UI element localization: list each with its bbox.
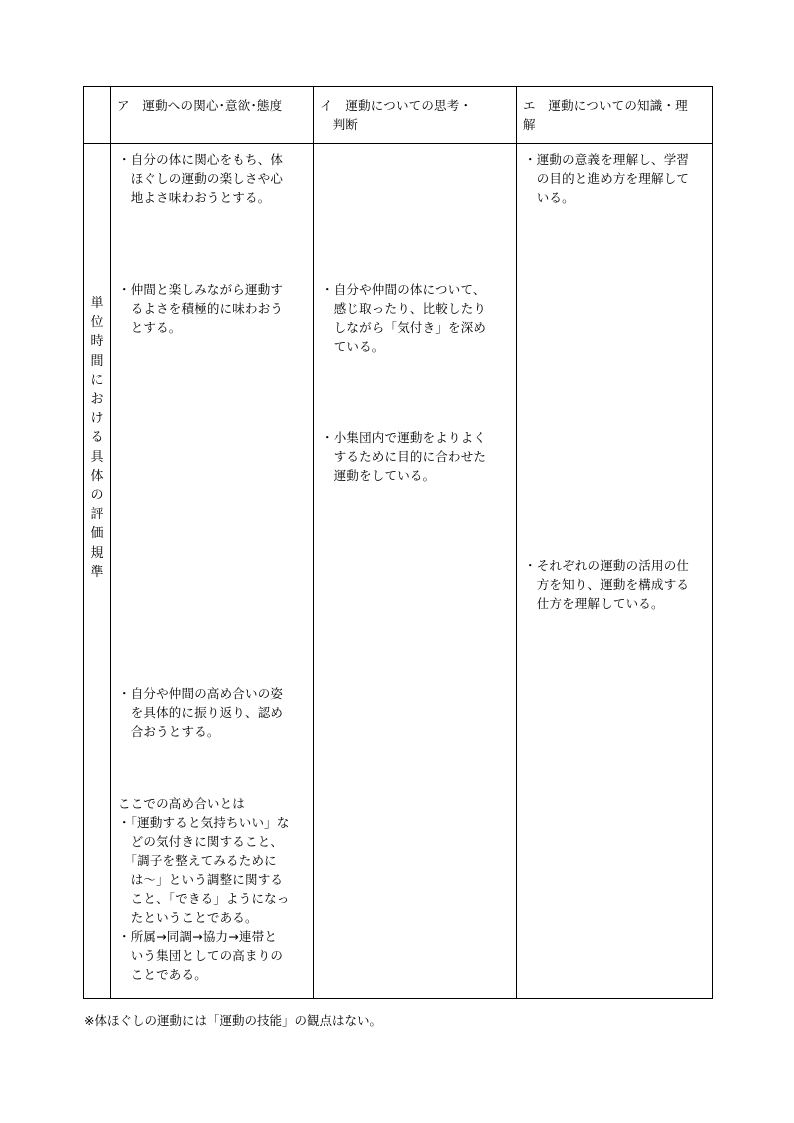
header-e: エ 運動についての知識・理 解: [523, 98, 688, 132]
header-i-cell: [314, 87, 517, 144]
row-label-char: 間: [90, 353, 104, 369]
col-a-item-2: ・仲間と楽しみながら運動す るよさを積極的に味わおう とする。: [118, 282, 284, 335]
row-label-char: お: [90, 392, 104, 408]
row-label-char: 位: [90, 315, 104, 331]
row-label-char: 単: [90, 296, 104, 311]
col-e-item-2: ・それぞれの運動の活用の仕 方を知り、運動を構成する 仕方を理解している。: [524, 558, 690, 611]
header-a-cell: [111, 87, 314, 144]
row-label-char: 準: [90, 564, 104, 580]
col-i-cell: [314, 144, 517, 999]
col-a-item-3: ・自分や仲間の高め合いの姿 を具体的に振り返り、認め 合おうとする。: [118, 686, 284, 739]
row-label-char: る: [90, 430, 104, 446]
footnote: ※体ほぐしの運動には「運動の技能」の観点はない。: [84, 1013, 382, 1028]
row-label-char: 評: [90, 507, 104, 523]
row-label: [84, 294, 110, 582]
row-label-char: 具: [90, 449, 104, 465]
col-e-cell: [517, 144, 713, 999]
row-label-cell: [84, 144, 111, 999]
row-label-char: 時: [90, 334, 104, 350]
header-a: ア 運動への関心･意欲･態度: [117, 98, 283, 113]
col-a-item-4: ここでの高め合いとは ・「運動すると気持ちいい」な どの気付きに関すること、 「調子を整えてみるために は～」という調整に関する こと、「できる」ようになっ たということである。 ・所属→同調→協力→連帯と いう集団としての高まりの ことである。: [118, 796, 290, 982]
row-label-char: 価: [90, 526, 104, 542]
header-blank-cell: [84, 87, 111, 144]
header-row: [84, 87, 713, 144]
evaluation-criteria-table: [83, 86, 713, 999]
col-a-item-1: ・自分の体に関心をもち、体 ほぐしの運動の楽しさや心 地よさ味わおうとする。: [118, 152, 284, 205]
col-a-cell: [111, 144, 314, 999]
row-label-char: に: [90, 372, 104, 388]
row-label-char: 体: [90, 468, 104, 484]
row-label-char: の: [90, 488, 104, 504]
col-e-item-1: ・運動の意義を理解し、学習 の目的と進め方を理解して いる。: [524, 152, 690, 205]
row-label-char: け: [90, 411, 104, 427]
row-label-char: 規: [90, 545, 104, 561]
header-i: イ 運動についての思考・ 判断: [320, 98, 473, 132]
body-row: [84, 144, 713, 999]
header-e-cell: [517, 87, 713, 144]
col-i-item-2: ・小集団内で運動をよりよく するために目的に合わせた 運動をしている。: [321, 430, 487, 483]
col-i-item-1: ・自分や仲間の体について、 感じ取ったり、比較したり しながら「気付き」を深め ている。: [321, 282, 487, 354]
